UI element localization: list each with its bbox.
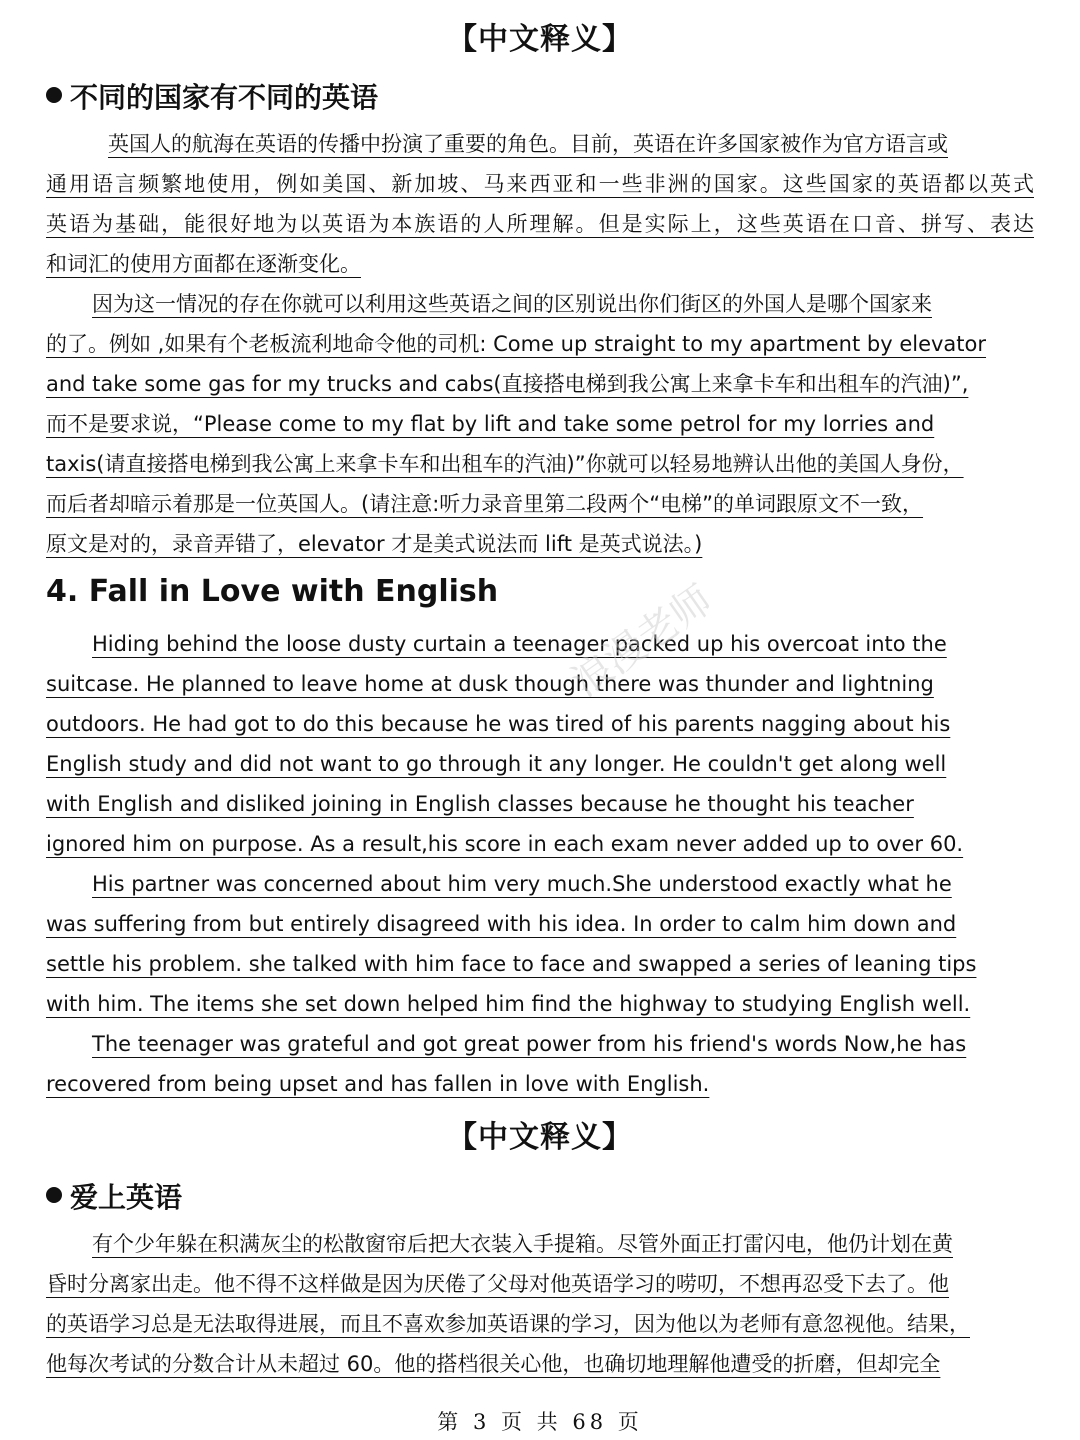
text-line: [46, 984, 1034, 1024]
line-text: 他每次考试的分数合计从未超过 60。他的搭档很关心他，也确切地理解他遭受的折磨，但却完全: [46, 1352, 941, 1376]
paragraph-cn-3: [46, 1224, 1034, 1384]
line-text: 通用语言频繁地使用，例如美国、新加坡、马来西亚和一些非洲的国家。这些国家的英语都以英式: [46, 172, 1034, 196]
text-line: [46, 624, 1034, 664]
chinese-meaning-title-1: 【中文释义】: [447, 22, 633, 57]
line-text: The teenager was grateful and got great power from his friend's words Now,he has: [92, 1032, 967, 1056]
text-line: [46, 1064, 1034, 1104]
text-line: [46, 1344, 1034, 1384]
line-text: suitcase. He planned to leave home at dusk though there was thunder and lightning: [46, 672, 934, 696]
text-line: [46, 1264, 1034, 1304]
paragraph-en-3: [46, 1024, 1034, 1104]
text-line: [46, 664, 1034, 704]
text-line: [46, 524, 1034, 564]
line-text: 而不是要求说，“Please come to my flat by lift and take some petrol for my lorries and: [46, 412, 935, 436]
paragraph-en-2: [46, 864, 1034, 1024]
text-line: [46, 1224, 1034, 1264]
line-text: 英国人的航海在英语的传播中扮演了重要的角色。目前，英语在许多国家被作为官方语言或: [108, 132, 948, 156]
line-text: 原文是对的，录音弄错了，elevator 才是美式说法而 lift 是英式说法。): [46, 532, 703, 556]
line-text: English study and did not want to go through it any longer. He couldn't get along well: [46, 752, 947, 776]
text-line: [46, 824, 1034, 864]
text-line: [46, 124, 1034, 164]
bullet-heading-1: [46, 76, 378, 116]
text-line: [46, 744, 1034, 784]
text-line: [46, 784, 1034, 824]
text-line: [46, 944, 1034, 984]
line-text: 的英语学习总是无法取得进展，而且不喜欢参加英语课的学习，因为他以为老师有意忽视他。结果，: [46, 1312, 970, 1336]
text-line: [46, 704, 1034, 744]
paragraph-cn-1: [46, 124, 1034, 284]
chinese-meaning-title-2: 【中文释义】: [447, 1120, 633, 1155]
line-text: outdoors. He had got to do this because he was tired of his parents nagging about his: [46, 712, 951, 736]
text-line: [46, 164, 1034, 204]
paragraph-cn-2: [46, 284, 1034, 564]
text-line: [46, 244, 1034, 284]
line-text: recovered from being upset and has fallen in love with English.: [46, 1072, 710, 1096]
text-line: [46, 1304, 1034, 1344]
line-text: 有个少年躲在积满灰尘的松散窗帘后把大衣装入手提箱。尽管外面正打雷闪电，他仍计划在黄: [92, 1232, 953, 1256]
text-line: [46, 204, 1034, 244]
line-text: settle his problem. she talked with him face to face and swapped a series of leaning tips: [46, 952, 977, 976]
text-line: [46, 404, 1034, 444]
line-text: 而后者却暗示着那是一位英国人。(请注意:听力录音里第二段两个“电梯”的单词跟原文不一致，: [46, 492, 924, 516]
bullet-dot-icon: [46, 87, 62, 103]
bullet-heading-2-text: 爱上英语: [70, 1181, 183, 1214]
text-line: [46, 444, 1034, 484]
section-heading-4: 4. Fall in Love with English: [46, 574, 499, 609]
text-line: [46, 904, 1034, 944]
line-text: 英语为基础，能很好地为以英语为本族语的人所理解。但是实际上，这些英语在口音、拼写、表达: [46, 212, 1034, 236]
text-line: [46, 324, 1034, 364]
line-text: taxis(请直接搭电梯到我公寓上来拿卡车和出租车的汽油)”你就可以轻易地辨认出他的美国人身份，: [46, 452, 964, 476]
line-text: ignored him on purpose. As a result,his score in each exam never added up to over 60.: [46, 832, 964, 856]
text-line: [46, 864, 1034, 904]
line-text: with English and disliked joining in English classes because he thought his teacher: [46, 792, 914, 816]
watermark: 浪漫老师: [563, 576, 721, 707]
text-line: [46, 364, 1034, 404]
line-text: with him. The items she set down helped him find the highway to studying English well.: [46, 992, 971, 1016]
bullet-heading-1-text: 不同的国家有不同的英语: [70, 81, 379, 114]
bullet-dot-icon: [46, 1187, 62, 1203]
line-text: 因为这一情况的存在你就可以利用这些英语之间的区别说出你们街区的外国人是哪个国家来: [92, 292, 932, 316]
text-line: [46, 284, 1034, 324]
line-text: was suffering from but entirely disagreed with his idea. In order to calm him down and: [46, 912, 957, 936]
line-text: Hiding behind the loose dusty curtain a teenager packed up his overcoat into the: [92, 632, 947, 656]
line-text: 和词汇的使用方面都在逐渐变化。: [46, 252, 361, 276]
line-text: 昏时分离家出走。他不得不这样做是因为厌倦了父母对他英语学习的唠叨，不想再忍受下去了。他: [46, 1272, 949, 1296]
bullet-heading-2: [46, 1176, 182, 1216]
page-footer: 第 3 页 共 68 页: [437, 1410, 643, 1434]
paragraph-en-1: [46, 624, 1034, 864]
text-line: [46, 1024, 1034, 1064]
text-line: [46, 484, 1034, 524]
line-text: His partner was concerned about him very much.She understood exactly what he: [92, 872, 952, 896]
line-text: and take some gas for my trucks and cabs(直接搭电梯到我公寓上来拿卡车和出租车的汽油)”,: [46, 372, 969, 396]
line-text: 的了。例如 ,如果有个老板流利地命令他的司机: Come up straight to my apartment by elevator: [46, 332, 987, 356]
